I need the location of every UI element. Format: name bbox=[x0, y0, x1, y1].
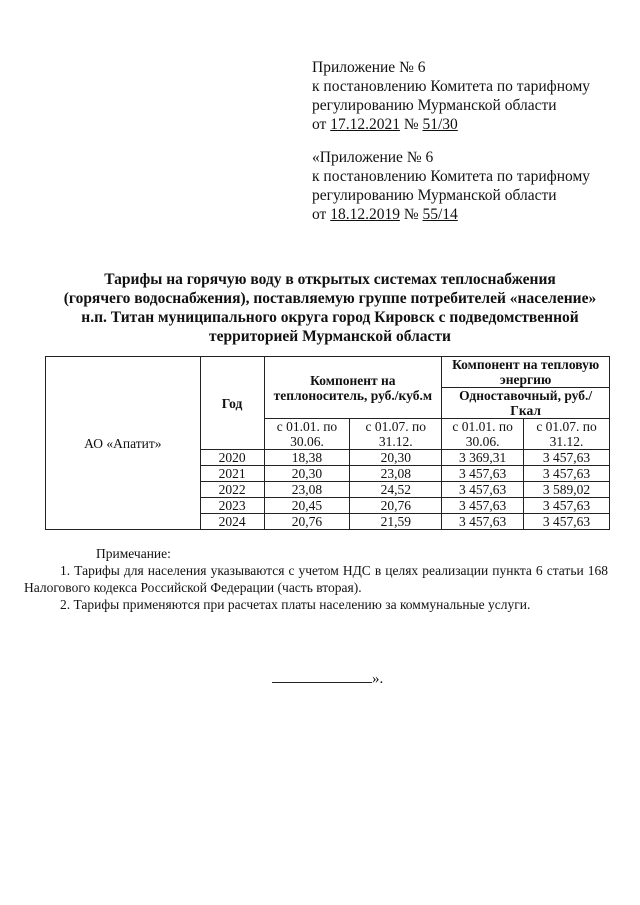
appendix-line: к постановлению Комитета по тарифному bbox=[312, 78, 591, 95]
carrier-h2-cell: 21,59 bbox=[350, 514, 442, 530]
carrier-h2-cell: 23,08 bbox=[350, 466, 442, 482]
period-header: с 01.01. по 30.06. bbox=[442, 419, 524, 450]
carrier-component-header: Компонент на теплоноситель, руб./куб.м bbox=[264, 357, 442, 419]
carrier-h1-cell: 20,45 bbox=[264, 498, 350, 514]
appendix-line: к постановлению Комитета по тарифному bbox=[312, 168, 591, 185]
appendix-date-line bbox=[312, 205, 590, 224]
tariffs-table bbox=[45, 356, 610, 530]
title-line: н.п. Титан муниципального округа город Кировск с подведомственной bbox=[81, 309, 579, 326]
appendix-previous-header bbox=[312, 148, 590, 224]
date-prefix: от bbox=[312, 116, 331, 133]
appendix-line: регулированию Мурманской области bbox=[312, 97, 557, 114]
period-header: с 01.07. по 31.12. bbox=[524, 419, 610, 450]
resolution-date: 17.12.2021 bbox=[330, 116, 400, 133]
energy-h1-cell: 3 457,63 bbox=[442, 482, 524, 498]
closing-quote: ». bbox=[372, 671, 384, 687]
period-header: с 01.01. по 30.06. bbox=[264, 419, 350, 450]
title-line: (горячего водоснабжения), поставляемую группе потребителей «население» bbox=[63, 290, 597, 307]
note-item-2: 2. Тарифы применяются при расчетах платы населению за коммунальные услуги. bbox=[60, 597, 531, 612]
energy-h1-cell: 3 457,63 bbox=[442, 498, 524, 514]
year-cell: 2024 bbox=[200, 514, 264, 530]
carrier-h1-cell: 23,08 bbox=[264, 482, 350, 498]
number-prefix: № bbox=[399, 206, 423, 223]
energy-h2-cell: 3 457,63 bbox=[524, 450, 610, 466]
blank-line bbox=[272, 668, 372, 683]
appendix-line: регулированию Мурманской области bbox=[312, 187, 557, 204]
number-prefix: № bbox=[399, 116, 423, 133]
carrier-h2-cell: 20,76 bbox=[350, 498, 442, 514]
energy-h2-cell: 3 457,63 bbox=[524, 514, 610, 530]
year-cell: 2023 bbox=[200, 498, 264, 514]
energy-h2-cell: 3 457,63 bbox=[524, 466, 610, 482]
appendix-title: Приложение № 6 bbox=[312, 59, 426, 76]
organization-cell: АО «Апатит» bbox=[46, 357, 201, 530]
carrier-h2-cell: 20,30 bbox=[350, 450, 442, 466]
resolution-date: 18.12.2019 bbox=[330, 206, 400, 223]
year-cell: 2020 bbox=[200, 450, 264, 466]
notes-heading: Примечание: bbox=[96, 546, 171, 561]
title-line: Тарифы на горячую воду в открытых системах теплоснабжения bbox=[104, 271, 556, 288]
single-rate-header: Одноставочный, руб./Гкал bbox=[442, 388, 610, 419]
resolution-number: 55/14 bbox=[422, 206, 458, 223]
carrier-h2-cell: 24,52 bbox=[350, 482, 442, 498]
energy-h1-cell: 3 369,31 bbox=[442, 450, 524, 466]
closing-signature-line bbox=[272, 668, 383, 688]
period-header: с 01.07. по 31.12. bbox=[350, 419, 442, 450]
year-header: Год bbox=[200, 357, 264, 450]
energy-h1-cell: 3 457,63 bbox=[442, 466, 524, 482]
year-cell: 2022 bbox=[200, 482, 264, 498]
carrier-h1-cell: 20,30 bbox=[264, 466, 350, 482]
year-cell: 2021 bbox=[200, 466, 264, 482]
appendix-current-header bbox=[312, 58, 590, 134]
note-item-1: 1. Тарифы для населения указываются с учетом НДС в целях реализации пункта 6 статьи 168 Налогового кодекса Российской Федерации (часть вторая). bbox=[24, 563, 608, 595]
title-line: территорией Мурманской области bbox=[209, 328, 451, 345]
date-prefix: от bbox=[312, 206, 331, 223]
energy-component-header: Компонент на тепловую энергию bbox=[442, 357, 610, 388]
resolution-number: 51/30 bbox=[422, 116, 458, 133]
appendix-date-line bbox=[312, 115, 590, 134]
carrier-h1-cell: 18,38 bbox=[264, 450, 350, 466]
energy-h1-cell: 3 457,63 bbox=[442, 514, 524, 530]
notes-section bbox=[24, 545, 608, 613]
document-title bbox=[40, 270, 620, 346]
energy-h2-cell: 3 589,02 bbox=[524, 482, 610, 498]
carrier-h1-cell: 20,76 bbox=[264, 514, 350, 530]
energy-h2-cell: 3 457,63 bbox=[524, 498, 610, 514]
appendix-title: «Приложение № 6 bbox=[312, 149, 434, 166]
